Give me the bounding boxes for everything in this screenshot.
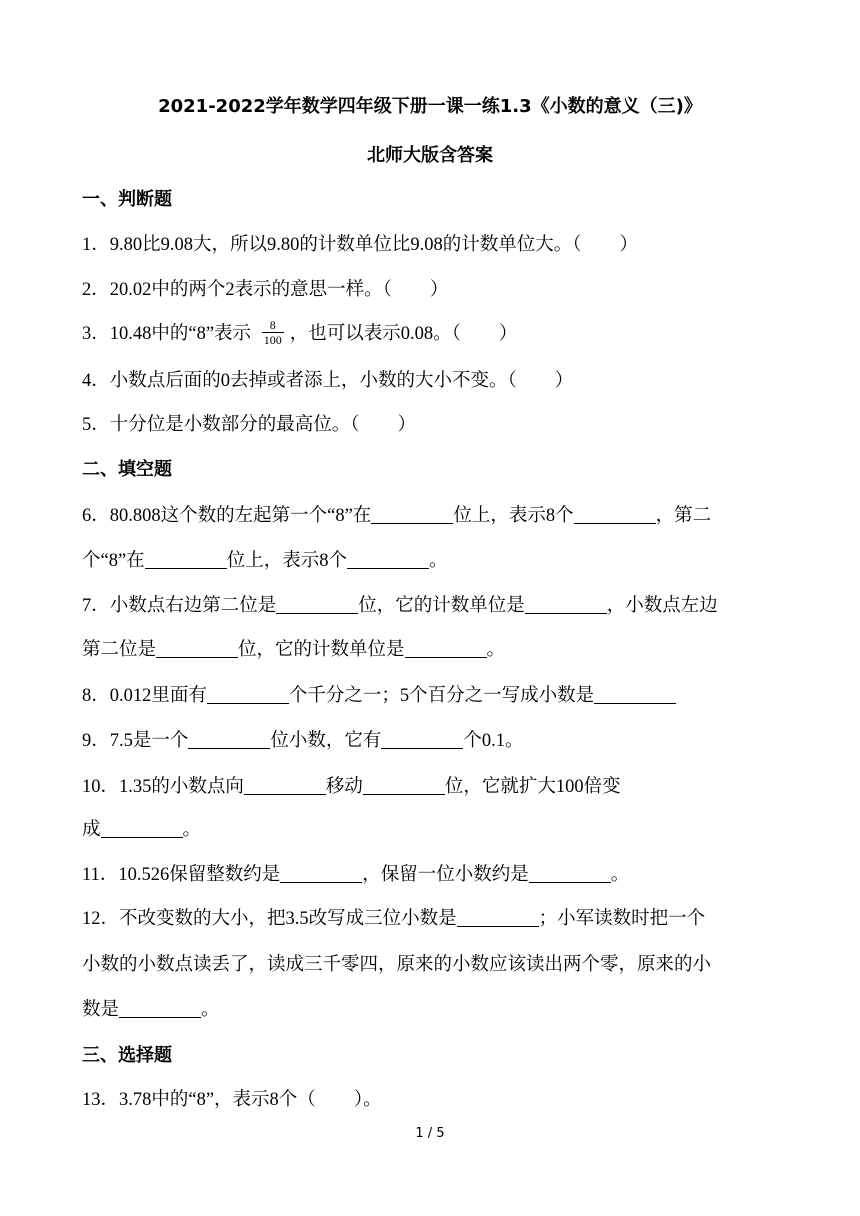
fraction-numerator: 8 — [262, 318, 284, 333]
answer-blank[interactable] — [119, 999, 201, 1018]
answer-blank[interactable] — [574, 505, 656, 524]
question-8: 8．0.012里面有 个千分之一；5个百分之一写成小数是 — [82, 681, 676, 707]
question-1: 1．9.80比9.08大，所以9.80的计数单位比9.08的计数单位大。（ ） — [82, 235, 639, 255]
question-5: 5．十分位是小数部分的最高位。（ ） — [82, 415, 417, 435]
answer-blank[interactable] — [207, 685, 289, 704]
answer-blank[interactable] — [280, 864, 362, 883]
section-heading-judgment: 一、判断题 — [82, 189, 172, 210]
page-title: 2021-2022学年数学四年级下册一课一练1.3《小数的意义（三)》 — [158, 96, 702, 117]
answer-blank[interactable] — [529, 864, 611, 883]
page-subtitle: 北师大版含答案 — [367, 145, 493, 166]
answer-blank[interactable] — [188, 730, 270, 749]
question-9: 9．7.5是一个 位小数，它有 个0.1。 — [82, 731, 524, 751]
question-12-line-3: 数是 。 — [82, 1000, 220, 1020]
question-6-line-2: 个“8”在 位上，表示8个 。 — [82, 551, 448, 571]
section-heading-fill-blank: 二、填空题 — [82, 459, 172, 480]
answer-blank[interactable] — [381, 730, 463, 749]
fraction-denominator: 100 — [263, 333, 282, 348]
section-heading-choice: 三、选择题 — [82, 1045, 172, 1066]
answer-blank[interactable] — [276, 595, 358, 614]
question-3: 3．10.48中的“8”表示 $\frac{8}{100}$ ，也可以表示0.08。（ ） — [82, 318, 518, 348]
answer-blank[interactable] — [405, 639, 487, 658]
question-4: 4．小数点后面的0去掉或者添上，小数的大小不变。（ ） — [82, 371, 574, 391]
answer-blank[interactable] — [156, 639, 238, 658]
answer-blank[interactable] — [525, 595, 607, 614]
question-7-line-1: 7．小数点右边第二位是 位，它的计数单位是 ，小数点左边 — [82, 596, 718, 616]
answer-blank[interactable] — [457, 908, 539, 927]
answer-blank[interactable] — [594, 685, 676, 704]
fraction — [262, 318, 284, 347]
question-6-line-1: 6．80.808这个数的左起第一个“8”在 位上，表示8个 ，第二 — [82, 506, 712, 526]
question-11: 11．10.526保留整数约是 ，保留一位小数约是 。 — [82, 865, 630, 885]
question-13: 13．3.78中的“8”，表示8个（ ）。 — [82, 1090, 382, 1110]
question-12-line-1: 12．不改变数的大小，把3.5改写成三位小数是 ；小军读数时把一个 — [82, 909, 706, 929]
question-10-line-2: 成 。 — [82, 820, 202, 840]
answer-blank[interactable] — [371, 505, 453, 524]
question-2: 2．20.02中的两个2表示的意思一样。（ ） — [82, 280, 449, 300]
question-7-line-2: 第二位是 位，它的计数单位是 。 — [82, 640, 506, 660]
page-number: 1 / 5 — [415, 1126, 445, 1141]
answer-blank[interactable] — [244, 776, 326, 795]
answer-blank[interactable] — [347, 550, 429, 569]
question-12-line-2: 小数的小数点读丢了，读成三千零四，原来的小数应该读出两个零，原来的小 — [82, 955, 712, 975]
answer-blank[interactable] — [101, 819, 183, 838]
answer-blank[interactable] — [145, 550, 227, 569]
question-10-line-1: 10．1.35的小数点向 移动 位，它就扩大100倍变 — [82, 777, 621, 797]
answer-blank[interactable] — [363, 776, 445, 795]
